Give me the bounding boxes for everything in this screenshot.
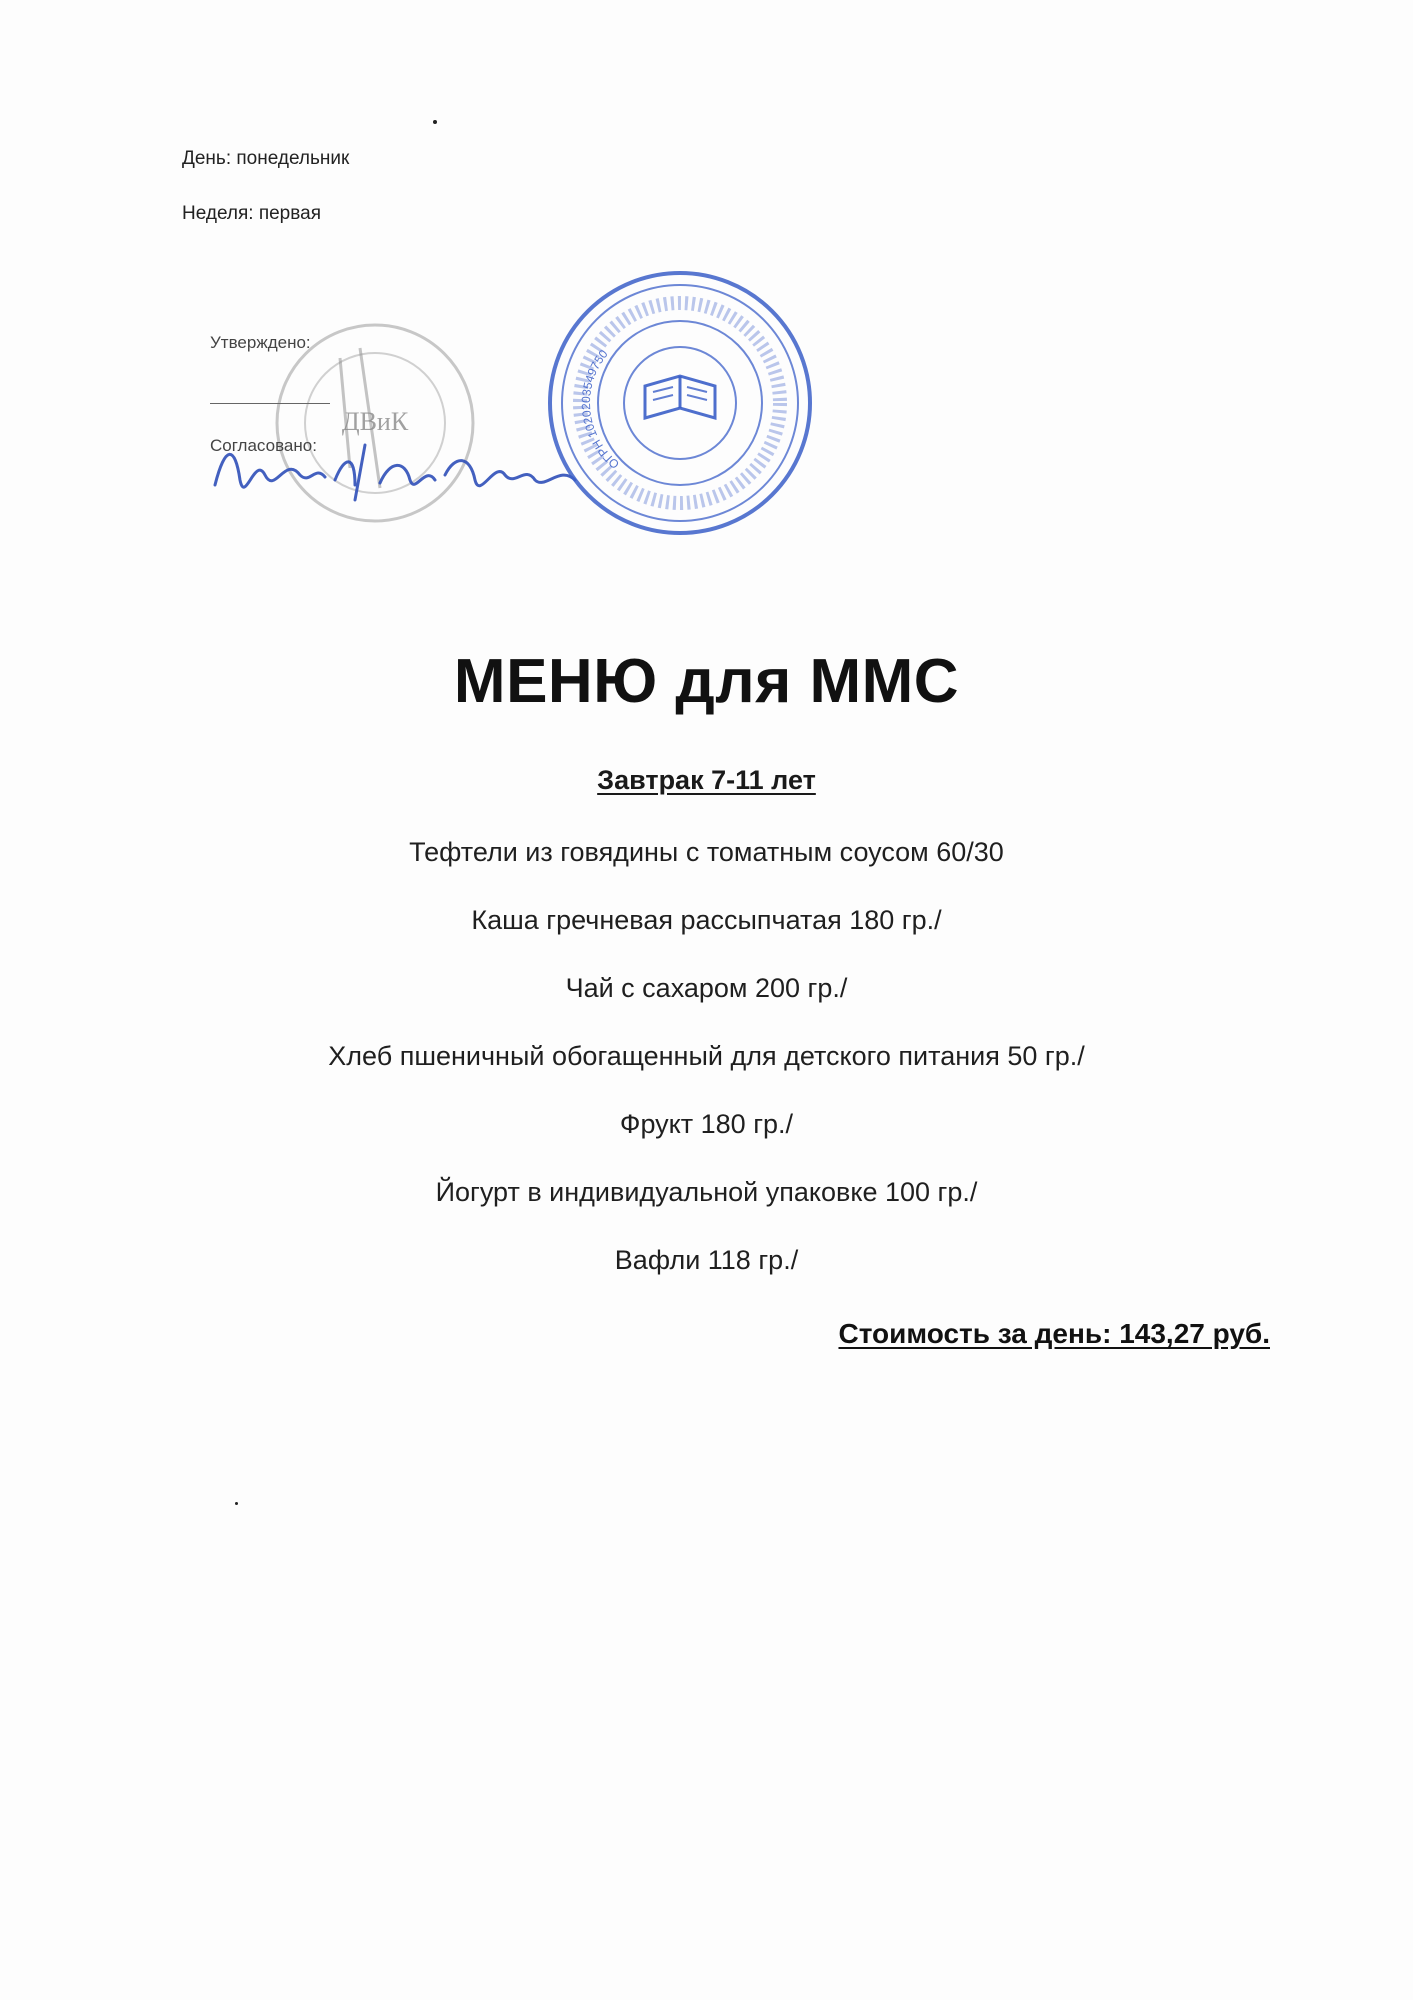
daily-cost-total: Стоимость за день: 143,27 руб. [838,1318,1270,1349]
menu-item: Вафли 118 гр./ [614,1245,799,1275]
page-title: МЕНЮ для ММС [453,647,960,716]
week-label: Неделя: первая [182,203,321,224]
menu-item: Фрукт 180 гр./ [619,1109,794,1139]
organization-seal [545,268,815,538]
scan-speck [235,1502,238,1505]
seal-registration-text: ОГРН 1020203549750 [578,346,622,472]
day-label: День: понедельник [182,148,350,169]
meal-subtitle [0,765,1413,796]
approved-signature-line [210,403,330,404]
svg-text:ДВиК: ДВиК [341,407,409,436]
menu-item: Хлеб пшеничный обогащенный для детского питания 50 гр./ [328,1041,1085,1071]
menu-item: Йогурт в индивидуальной упаковке 100 гр./ [435,1177,978,1207]
scan-speck [433,120,437,124]
approved-label: Утверждено: [210,333,311,352]
menu-item: Каша гречневая рассыпчатая 180 гр./ [471,905,942,935]
meal-subtitle-text: Завтрак 7-11 лет [597,765,816,795]
menu-item: Тефтели из говядины с томатным соусом 60/30 [409,837,1004,867]
agreed-label: Согласовано: [210,436,317,455]
menu-item: Чай с сахаром 200 гр./ [565,973,848,1003]
menu-items-list [0,832,1413,1308]
